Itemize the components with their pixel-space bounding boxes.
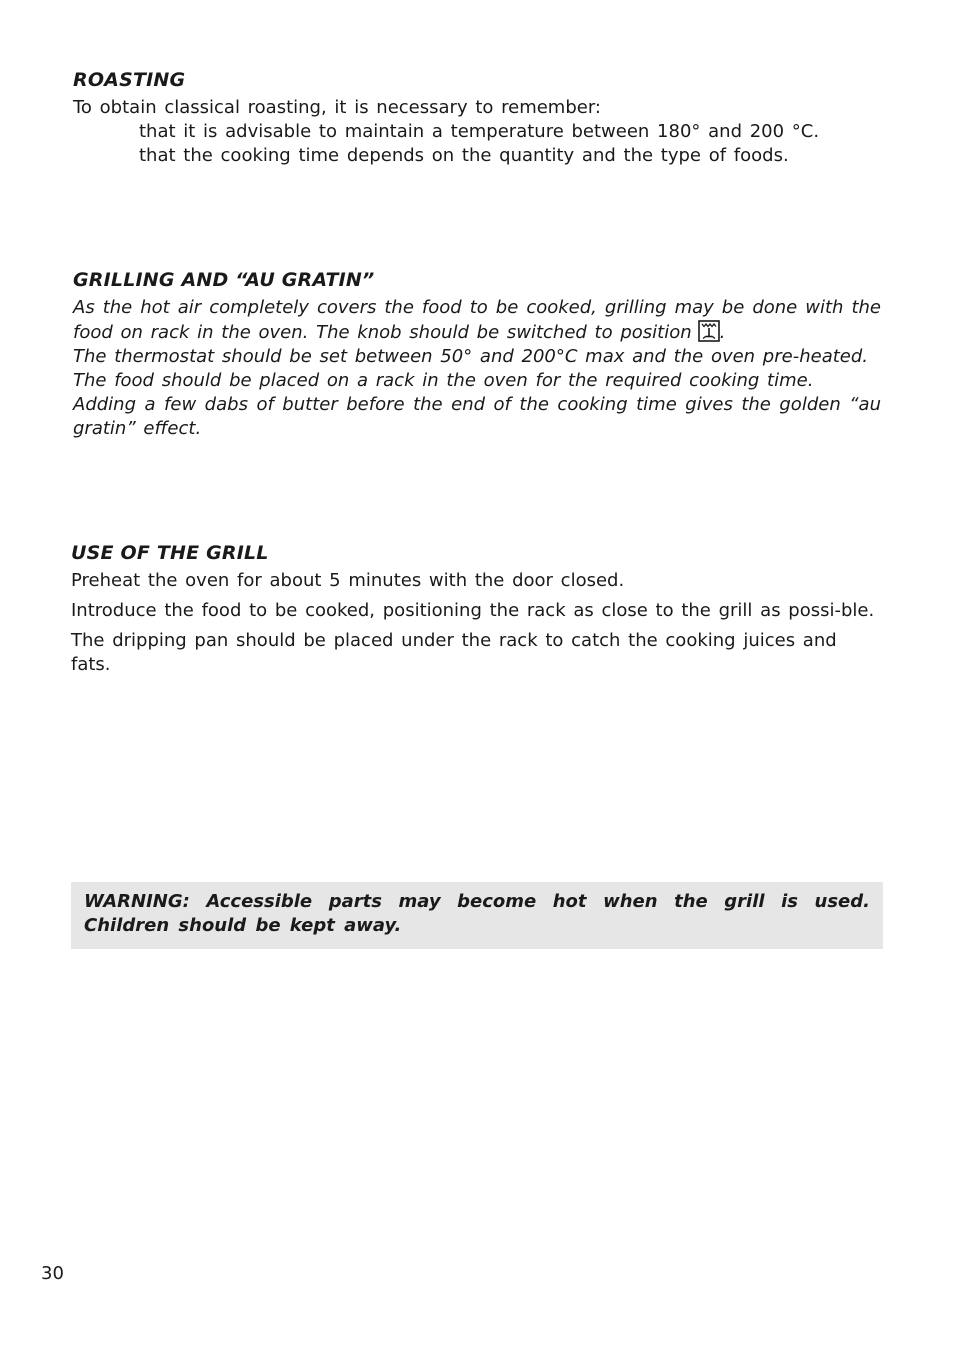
grill-use-para-dripping-pan: The dripping pan should be placed under the rack to catch the cooking juices and fats. (71, 630, 837, 675)
grill-use-section (71, 541, 879, 677)
grill-use-para-introduce: Introduce the food to be cooked, positioning the rack as close to the grill as possi-ble. (71, 600, 875, 621)
grilling-para-butter: Adding a few dabs of butter before the end of the cooking time gives the golden “au gratin” effect. (73, 394, 881, 439)
warning-text: WARNING: Accessible parts may become hot when the grill is used. Children should be kept away. (84, 891, 870, 936)
warning-box (71, 882, 883, 949)
grilling-para-rack-text: As the hot air completely covers the food to be cooked, grilling may be done with the food on rack in the oven. The knob should be switched to position (73, 297, 881, 343)
roasting-heading: ROASTING (73, 69, 186, 91)
grilling-para-rack (73, 296, 881, 345)
roasting-point-temperature: that it is advisable to maintain a temperature between 180° and 200 °C. (139, 121, 820, 142)
grilling-section (73, 268, 881, 441)
roasting-section (73, 68, 881, 168)
roasting-intro: To obtain classical roasting, it is necessary to remember: (73, 97, 601, 118)
grill-use-para-preheat: Preheat the oven for about 5 minutes with the door closed. (71, 570, 625, 591)
page-number: 30 (41, 1263, 64, 1284)
roasting-point-time: that the cooking time depends on the quantity and the type of foods. (139, 145, 789, 166)
grilling-heading: GRILLING AND “AU GRATIN” (73, 269, 375, 291)
grill-use-heading: USE OF THE GRILL (71, 542, 269, 564)
grilling-para-rack-end: . (719, 322, 726, 343)
grilling-para-thermostat: The thermostat should be set between 50° and 200°C max and the oven pre-heated. (73, 346, 868, 367)
grill-fan-icon (698, 320, 720, 342)
grilling-para-placement: The food should be placed on a rack in the oven for the required cooking time. (73, 370, 814, 391)
